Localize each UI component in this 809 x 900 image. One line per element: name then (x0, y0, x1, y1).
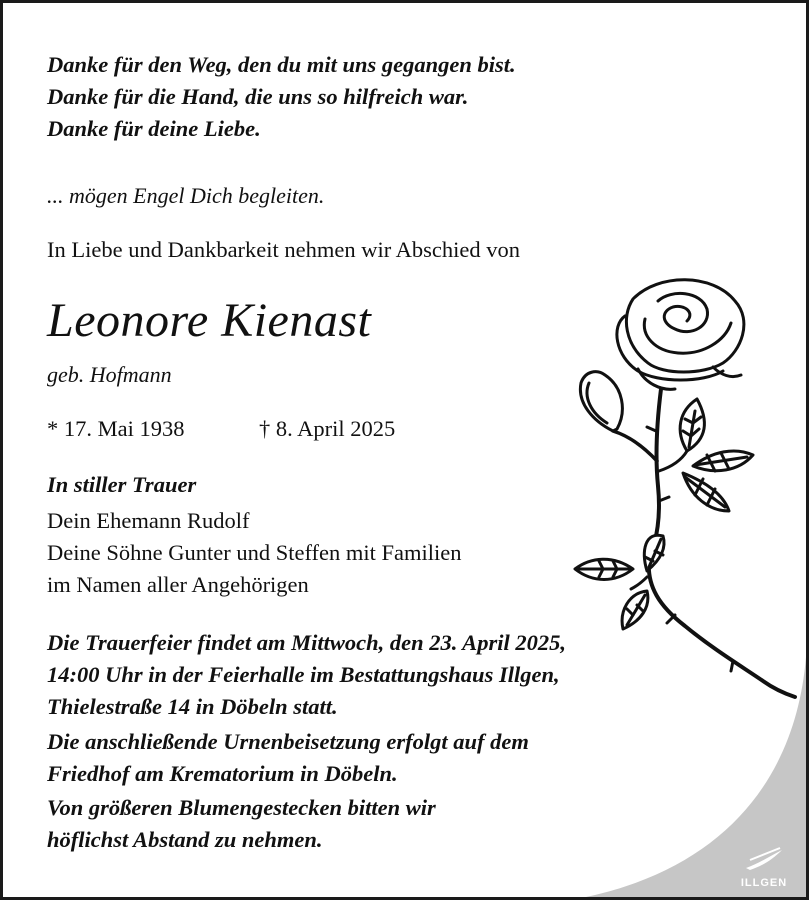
intro-line: In Liebe und Dankbarkeit nehmen wir Abschied von (47, 237, 520, 262)
mourner-3: im Namen aller Angehörigen (47, 572, 309, 597)
deceased-name: Leonore Kienast (47, 294, 372, 347)
maiden-name: geb. Hofmann (47, 362, 172, 387)
mourner-1: Dein Ehemann Rudolf (47, 508, 250, 533)
death-date: † 8. April 2025 (259, 416, 396, 441)
funeral-line-6: Von größeren Blumengestecken bitten wir (47, 795, 436, 820)
logo-text: ILLGEN (740, 877, 788, 889)
opening-line-2: Danke für die Hand, die uns so hilfreich war. (47, 84, 469, 109)
birth-date: * 17. Mai 1938 (47, 416, 185, 441)
mourner-2: Deine Söhne Gunter und Steffen mit Familien (47, 540, 462, 565)
illgen-logo (732, 846, 796, 889)
opening-line-1: Danke für den Weg, den du mit uns gegangen bist. (47, 52, 516, 77)
funeral-line-5: Friedhof am Krematorium in Döbeln. (47, 761, 398, 786)
funeral-line-4: Die anschließende Urnenbeisetzung erfolgt auf dem (47, 729, 529, 754)
opening-line-3: Danke für deine Liebe. (47, 116, 261, 141)
funeral-line-7: höflichst Abstand zu nehmen. (47, 827, 323, 852)
angel-line: ... mögen Engel Dich begleiten. (47, 183, 325, 208)
funeral-line-2: 14:00 Uhr in der Feierhalle im Bestattungshaus Illgen, (47, 662, 560, 687)
mourning-heading: In stiller Trauer (47, 472, 197, 497)
funeral-line-3: Thielestraße 14 in Döbeln statt. (47, 694, 338, 719)
funeral-line-1: Die Trauerfeier findet am Mittwoch, den 23. April 2025, (47, 630, 566, 655)
rose-drawing (563, 271, 803, 711)
illgen-swoosh-icon (744, 846, 784, 872)
